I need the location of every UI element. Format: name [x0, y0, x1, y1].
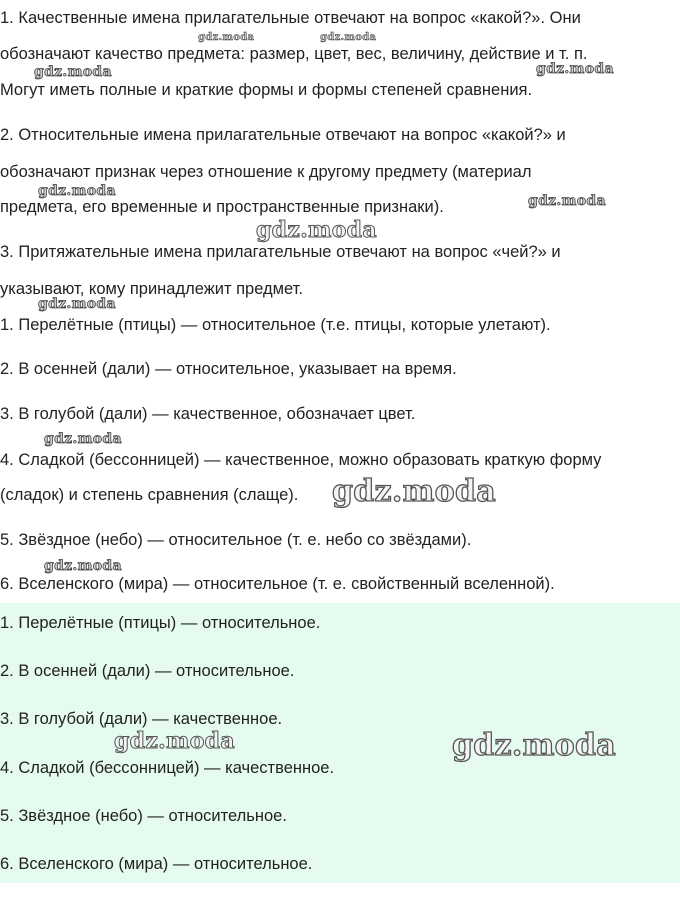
- watermark: gdz.moda: [332, 474, 497, 509]
- watermark: gdz.moda: [528, 193, 606, 209]
- explanation-line: обозначают качество предмета: размер, цвет, вес, величину, действие и т. п.: [0, 45, 588, 63]
- explanation-line: Могут иметь полные и краткие формы и формы степеней сравнения.: [0, 81, 533, 99]
- explanation-line: 3. В голубой (дали) — качественное, обозначает цвет.: [0, 405, 416, 423]
- explanation-line: 1. Перелётные (птицы) — относительное (т.е. птицы, которые улетают).: [0, 316, 551, 334]
- answer-line: 4. Сладкой (бессонницей) — качественное.: [0, 759, 335, 777]
- answer-line: 6. Вселенского (мира) — относительное.: [0, 855, 313, 873]
- answer-line: 1. Перелётные (птицы) — относительное.: [0, 614, 321, 632]
- watermark: gdz.moda: [38, 296, 116, 312]
- watermark: gdz.moda: [536, 61, 614, 77]
- answer-line: 3. В голубой (дали) — качественное.: [0, 710, 283, 728]
- watermark: gdz.moda: [256, 217, 377, 243]
- watermark: gdz.moda: [44, 558, 122, 574]
- watermark: gdz.moda: [452, 728, 617, 763]
- explanation-line: 6. Вселенского (мира) — относительное (т. е. свойственный вселенной).: [0, 575, 555, 593]
- explanation-line: (сладок) и степень сравнения (слаще).: [0, 486, 299, 504]
- answer-line: 5. Звёздное (небо) — относительное.: [0, 807, 287, 825]
- explanation-line: 4. Сладкой (бессонницей) — качественное, можно образовать краткую форму: [0, 451, 602, 469]
- explanation-line: 1. Качественные имена прилагательные отвечают на вопрос «какой?». Они: [0, 9, 581, 27]
- explanation-line: 5. Звёздное (небо) — относительное (т. е. небо со звёздами).: [0, 531, 472, 549]
- explanation-line: указывают, кому принадлежит предмет.: [0, 280, 303, 298]
- answer-line: 2. В осенней (дали) — относительное.: [0, 662, 295, 680]
- explanation-line: предмета, его временные и пространственные признаки).: [0, 198, 444, 216]
- watermark: gdz.moda: [44, 431, 122, 447]
- watermark: gdz.moda: [38, 183, 116, 199]
- explanation-line: обозначают признак через отношение к другому предмету (материал: [0, 163, 532, 181]
- watermark: gdz.moda: [198, 32, 255, 43]
- watermark: gdz.moda: [34, 64, 112, 80]
- explanation-line: 2. В осенней (дали) — относительное, указывает на время.: [0, 360, 457, 378]
- watermark: gdz.moda: [320, 32, 377, 43]
- watermark: gdz.moda: [114, 728, 235, 754]
- explanation-line: 2. Относительные имена прилагательные отвечают на вопрос «какой?» и: [0, 126, 566, 144]
- explanation-line: 3. Притяжательные имена прилагательные отвечают на вопрос «чей?» и: [0, 243, 561, 261]
